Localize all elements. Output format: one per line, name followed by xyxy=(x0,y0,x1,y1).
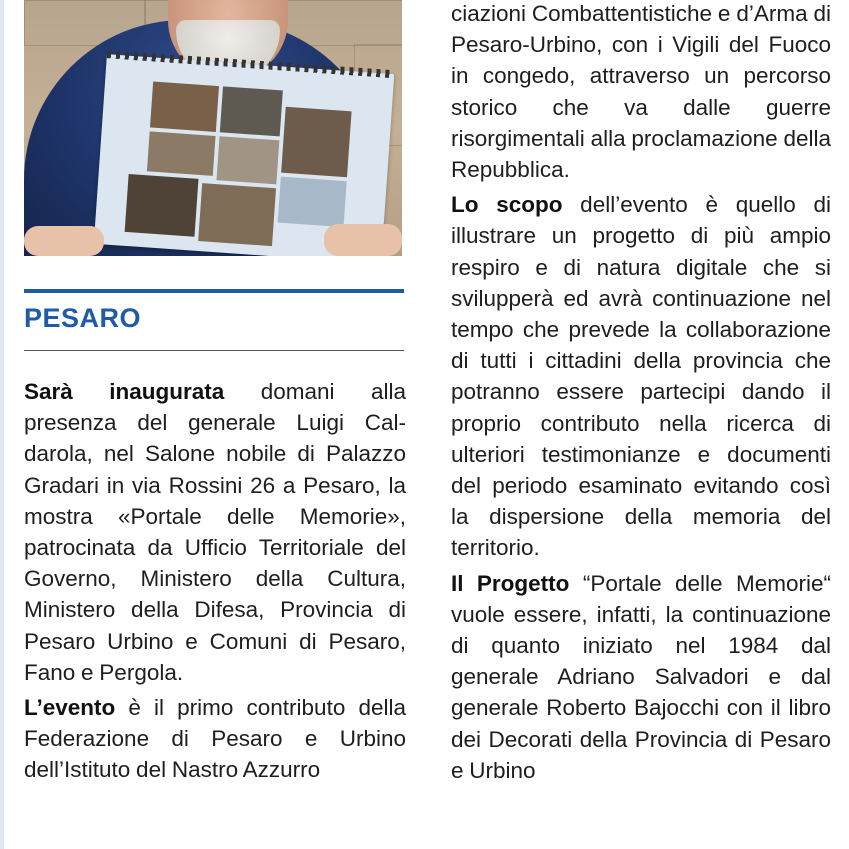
paragraph xyxy=(24,376,406,688)
paragraph xyxy=(451,568,831,786)
page-edge-shadow xyxy=(0,0,4,849)
paragraph-text: ciazioni Combattentistiche e d’Arma di Pesaro-Urbino, con i Vigili del Fuoco in congedo, attraverso un percorso storico che va dalle guerre risorgimentali alla proclamazione della Repubblica. xyxy=(451,1,831,183)
article-column-left xyxy=(24,376,406,790)
article-column-right xyxy=(451,0,831,790)
article-photo xyxy=(24,0,402,256)
paragraph-lead: Lo scopo xyxy=(451,192,563,218)
paragraph-text: “Portale delle Memorie“ vuole essere, infatti, la continuazione di quanto iniziato nel 1984 dal generale Adriano Salvadori e dal generale Roberto Bajocchi con il libro dei Decorati della Provincia di Pesaro e Urbino xyxy=(451,570,831,783)
paragraph xyxy=(451,189,831,563)
section-rule xyxy=(24,289,404,293)
paragraph-lead: Il Progetto xyxy=(451,570,570,596)
paragraph xyxy=(451,0,831,185)
paragraph xyxy=(24,692,406,786)
right-hand xyxy=(324,224,402,256)
paragraph-lead: Sarà inaugurata xyxy=(24,379,225,404)
paragraph-text: dell’evento è quello di illustrare un progetto di più ampio respiro e di natura digitale che si svilupperà ed avrà continuazione nel tempo che prevede la collaborazione di tutti i cittadini della provincia che potranno essere partecipi dando il proprio contributo nella ricerca di ulteriori testimonianze e documenti del periodo esaminato evitando così la dispersione della memoria del territorio. xyxy=(451,192,831,561)
paragraph-text: domani alla presenza del generale Luigi Caldarola, nel Salone nobile di Palazzo Gradari in via Rossini 26 a Pesaro, la mostra «Portale delle Memorie», patrocinata da Ufficio Territoriale del Governo, Ministero della Cultura, Ministero della Difesa, Provincia di Pesaro Urbino e Comuni di Pesaro, Fano e Pergola. xyxy=(24,379,406,685)
kicker-rule xyxy=(24,350,404,351)
left-hand xyxy=(24,226,104,256)
paragraph-text: è il primo contributo della Federazione di Pesaro e Urbino dell’Istituto del Nastro Azzurro xyxy=(24,695,406,783)
section-kicker: PESARO xyxy=(24,303,142,333)
paragraph-lead: L’evento xyxy=(24,695,116,721)
